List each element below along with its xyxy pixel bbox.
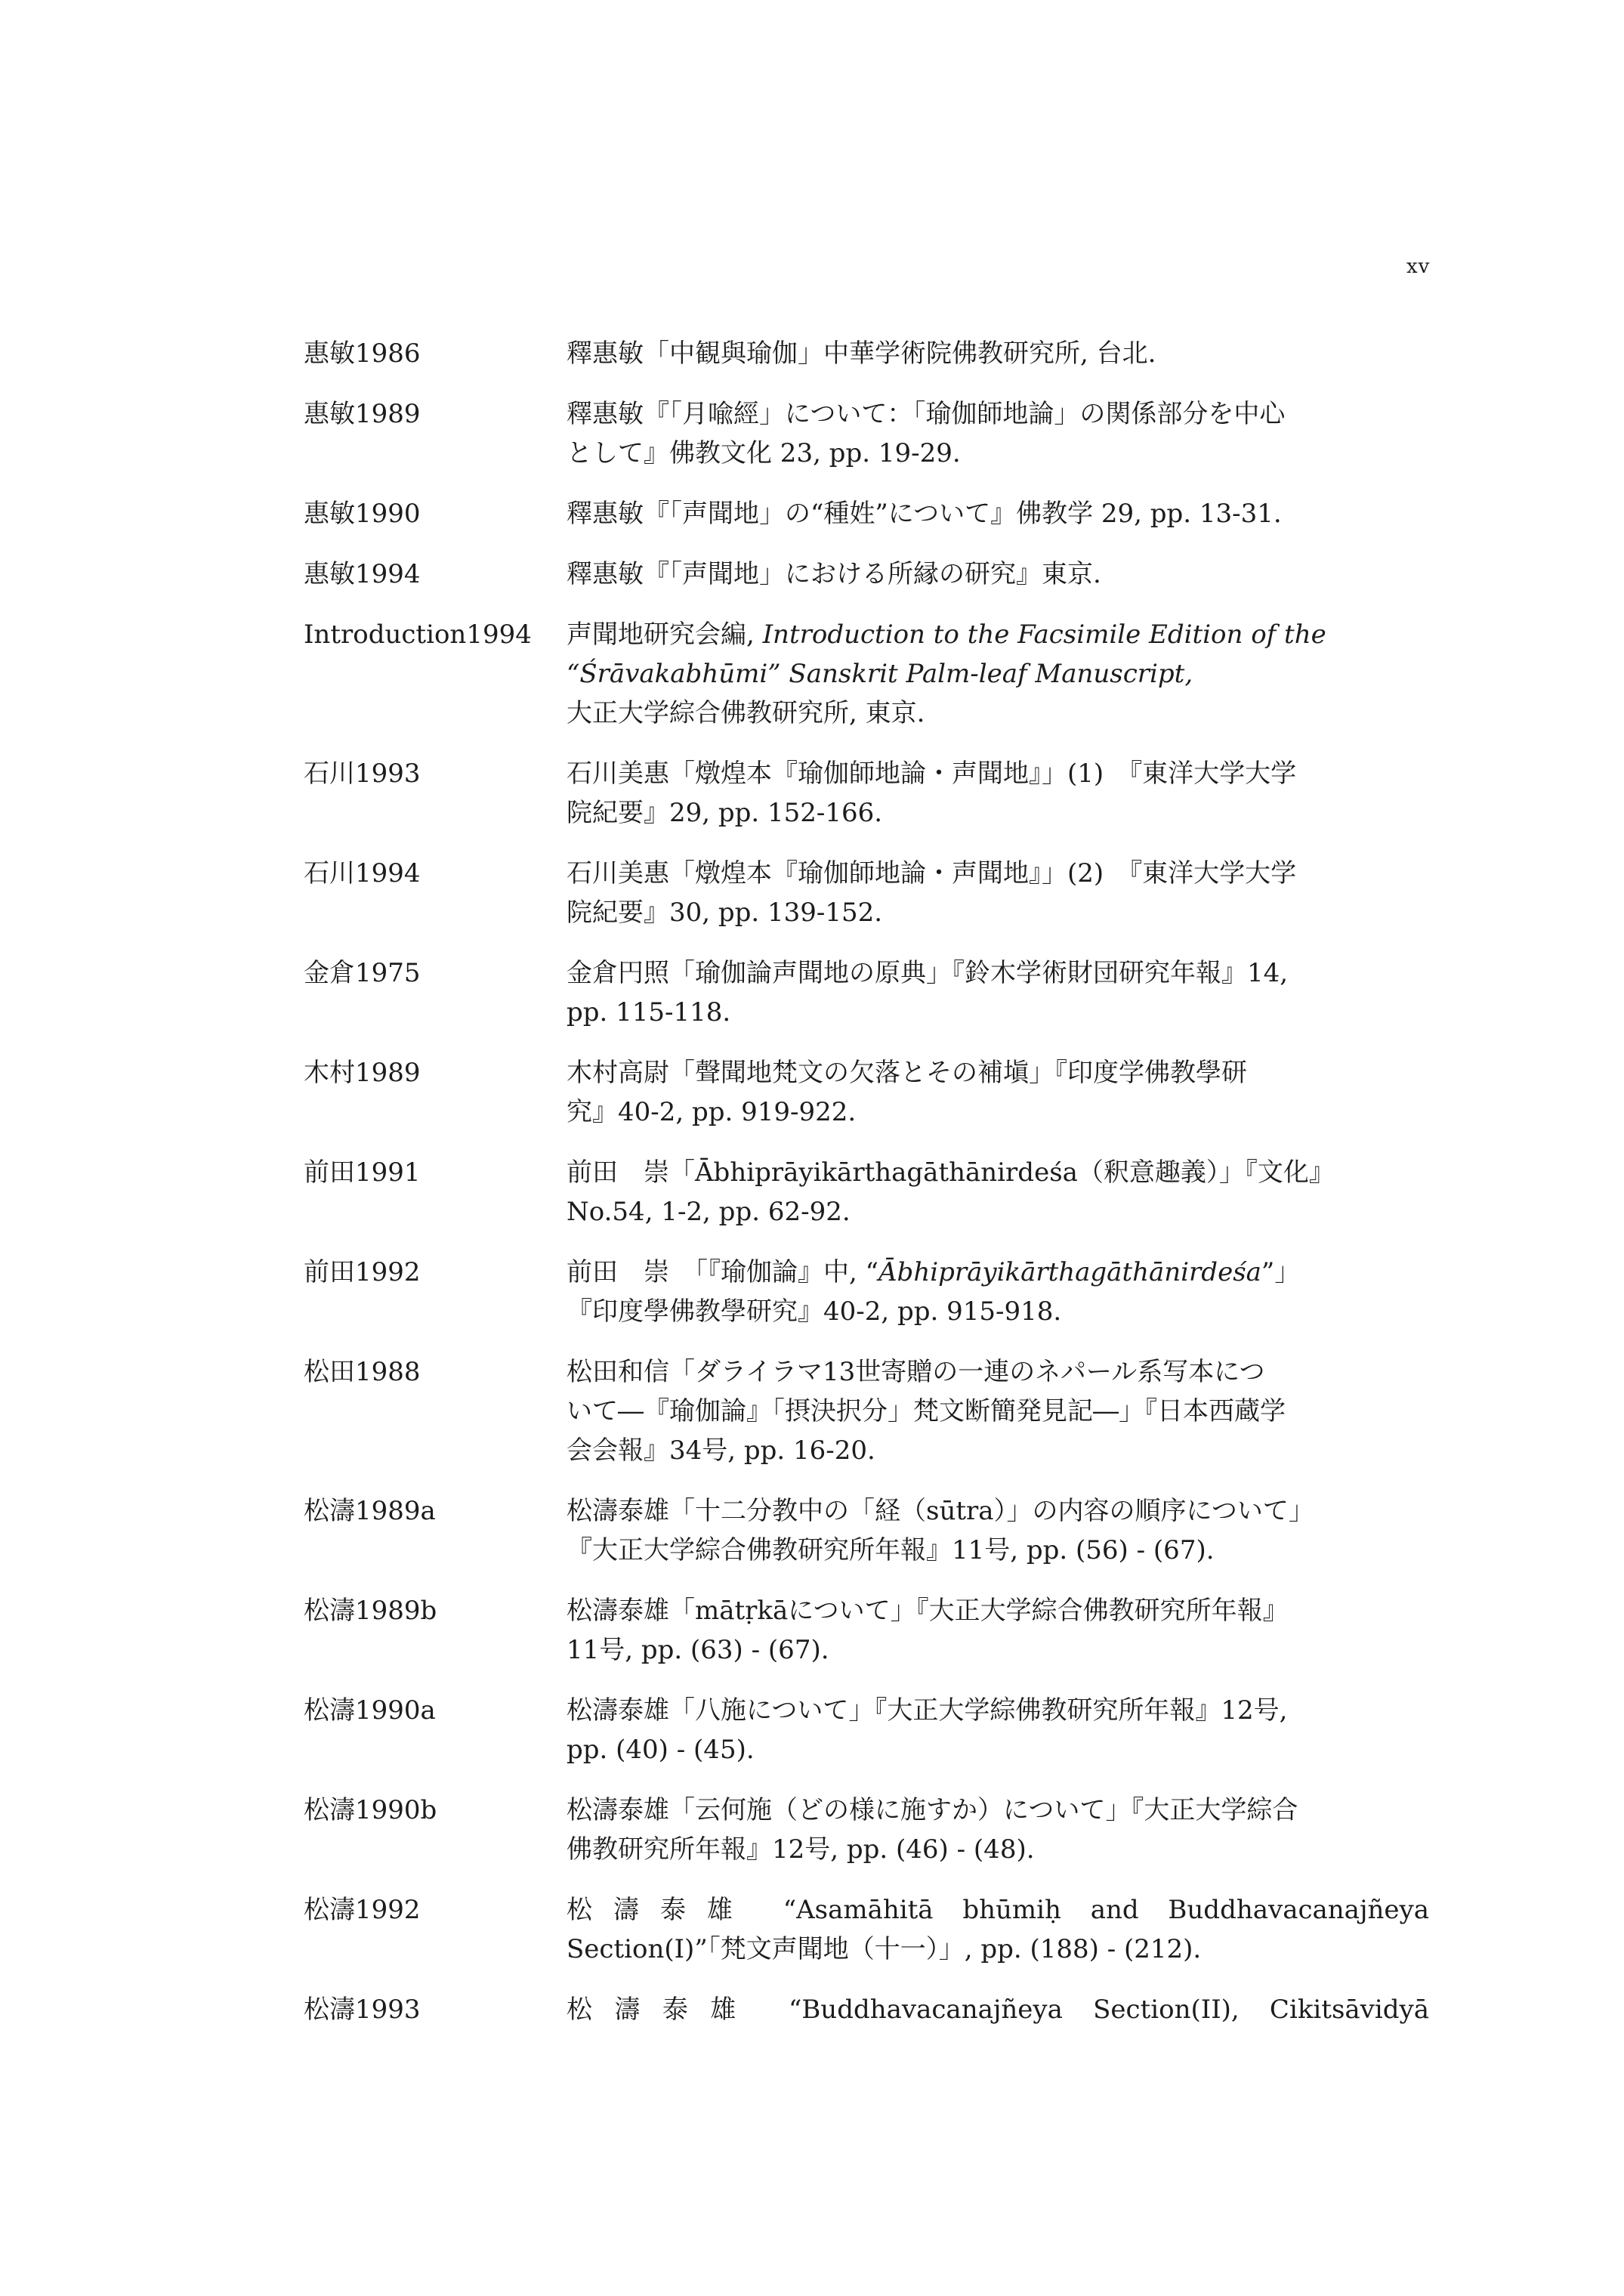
bib-text (567, 1153, 1429, 1231)
bib-line: 釋惠敏「中観與瑜伽」中華学術院佛教研究所, 台北. (567, 338, 1156, 369)
bib-entry (304, 494, 1429, 533)
bib-text (567, 854, 1429, 932)
bib-entry (304, 1990, 1429, 2029)
bib-line-prefix: 前田 崇 「『瑜伽論』中, “ (567, 1257, 878, 1287)
bib-line (567, 615, 1429, 654)
bib-line: 『大正大学綜合佛教研究所年報』11号, pp. (56) - (67). (567, 1535, 1215, 1565)
bib-line: として』佛教文化 23, pp. 19-29. (567, 438, 961, 468)
bib-title-italic: Introduction to the Facsimile Edition of the (762, 620, 1326, 650)
page-number: xv (1406, 255, 1431, 278)
bib-text (567, 1591, 1429, 1670)
bib-line: 院紀要』29, pp. 152-166. (567, 798, 883, 828)
bib-entry (304, 1253, 1429, 1331)
bib-text (567, 555, 1429, 594)
bib-line: 木村高尉「聲聞地梵文の欠落とその補塡」『印度学佛教學研 (567, 1058, 1247, 1088)
bib-line: 大正大学綜合佛教研究所, 東京. (567, 698, 925, 728)
bib-key: 松濤1989b (304, 1596, 437, 1626)
bib-text (567, 1491, 1429, 1570)
bib-key: 松濤1993 (304, 1995, 421, 2025)
bib-line: pp. (40) - (45). (567, 1735, 755, 1765)
bib-entry (304, 1791, 1429, 1869)
bib-text (567, 615, 1429, 733)
bib-line: No.54, 1-2, pp. 62-92. (567, 1197, 851, 1227)
bib-key: 惠敏1986 (304, 338, 421, 369)
bib-entry (304, 1491, 1429, 1570)
bib-line: いて―『瑜伽論』「摂決択分」梵文断簡発見記―」『日本西蔵学 (567, 1396, 1286, 1426)
bib-line: 松濤泰雄 “Buddhavacanajñeya Section(II), Cikitsāvidyā (567, 1995, 1429, 2025)
bib-text (567, 394, 1429, 473)
bib-entry (304, 1691, 1429, 1769)
bib-key: 松濤1990b (304, 1795, 437, 1825)
bib-line: 石川美惠「燉煌本『瑜伽師地論・声聞地』」(1) 『東洋大学大学 (567, 759, 1297, 789)
bib-title-italic: Ābhiprāyikārthagāthānirdeśa (878, 1257, 1261, 1287)
bib-entry (304, 615, 1429, 733)
bib-key: 松濤1989a (304, 1496, 436, 1526)
bib-text (567, 754, 1429, 833)
bib-entry (304, 754, 1429, 833)
bib-entry (304, 1591, 1429, 1670)
bib-text (567, 334, 1429, 373)
bib-entry (304, 1890, 1429, 1969)
bib-line: pp. 115-118. (567, 997, 731, 1027)
bib-key: 松田1988 (304, 1357, 421, 1387)
bib-text (567, 1352, 1429, 1470)
bib-line: 『印度學佛教學研究』40-2, pp. 915-918. (567, 1296, 1062, 1327)
bib-text (567, 1890, 1429, 1969)
bib-line: 前田 崇「Ābhiprāyikārthagāthānirdeśa（釈意趣義）」『文化』 (567, 1157, 1335, 1188)
bib-key: 金倉1975 (304, 958, 421, 988)
bib-line: 究』40-2, pp. 919-922. (567, 1097, 857, 1127)
bib-line: 佛教研究所年報』12号, pp. (46) - (48). (567, 1834, 1035, 1865)
bib-line: 11号, pp. (63) - (67). (567, 1635, 829, 1665)
bib-key: 松濤1990a (304, 1695, 436, 1726)
bib-line-prefix: 声聞地研究会編, (567, 620, 763, 650)
bib-title-italic: “Śrāvakabhūmi” Sanskrit Palm-leaf Manuscript, (567, 659, 1193, 689)
bib-line: 釋惠敏『「声聞地」の“種姓”について』佛教学 29, pp. 13-31. (567, 499, 1282, 529)
bib-line: 松田和信「ダライラマ13世寄贈の一連のネパール系写本につ (567, 1357, 1265, 1387)
bib-entry (304, 394, 1429, 473)
bib-line (567, 1253, 1429, 1292)
bib-entry (304, 334, 1429, 373)
bib-line: 石川美惠「燉煌本『瑜伽師地論・声聞地』」(2) 『東洋大学大学 (567, 858, 1297, 888)
bib-text (567, 1691, 1429, 1769)
bib-line: 松濤泰雄「mātṛkāについて」『大正大学綜合佛教研究所年報』 (567, 1596, 1289, 1626)
bib-line: 松濤泰雄 “Asamāhitā bhūmiḥ and Buddhavacanajñeya (567, 1895, 1429, 1925)
bib-text (567, 1791, 1429, 1869)
bib-line: 松濤泰雄「十二分教中の「経（sūtra）」の内容の順序について」 (567, 1496, 1314, 1526)
bibliography-list (304, 334, 1429, 2029)
bib-entry (304, 854, 1429, 932)
bib-entry (304, 1153, 1429, 1231)
bib-key: 松濤1992 (304, 1895, 421, 1925)
bib-key: 石川1994 (304, 858, 421, 888)
bib-text (567, 1990, 1429, 2029)
bib-key: 惠敏1990 (304, 499, 421, 529)
bib-line-suffix: ”」 (1261, 1257, 1301, 1287)
bib-entry (304, 555, 1429, 594)
bib-line: 松濤泰雄「云何施（どの様に施すか）について」『大正大学綜合 (567, 1795, 1298, 1825)
bib-entry (304, 1053, 1429, 1132)
bib-key: 惠敏1994 (304, 559, 421, 589)
bib-key: 木村1989 (304, 1058, 421, 1088)
bib-key: 石川1993 (304, 759, 421, 789)
bib-line: 釋惠敏『「月喩經」について：「瑜伽師地論」の関係部分を中心 (567, 399, 1286, 429)
bib-line: 松濤泰雄「八施について」『大正大学綜佛教研究所年報』12号, (567, 1695, 1288, 1726)
bib-text (567, 1253, 1429, 1331)
bib-key: 惠敏1989 (304, 399, 421, 429)
bib-key: 前田1992 (304, 1257, 421, 1287)
bib-key: Introduction1994 (304, 620, 532, 650)
bib-text (567, 953, 1429, 1032)
bib-line: Section(I)”「梵文声聞地（十一）」, pp. (188) - (212). (567, 1934, 1202, 1964)
bib-line: 院紀要』30, pp. 139-152. (567, 898, 883, 928)
bib-text (567, 494, 1429, 533)
bib-entry (304, 1352, 1429, 1470)
bib-line: 金倉円照「瑜伽論声聞地の原典」『鈴木学術財団研究年報』14, (567, 958, 1289, 988)
bib-entry (304, 953, 1429, 1032)
bib-line: 会会報』34号, pp. 16-20. (567, 1435, 875, 1466)
bib-line: 釋惠敏『「声聞地」における所縁の研究』東京. (567, 559, 1101, 589)
bib-key: 前田1991 (304, 1157, 421, 1188)
bib-text (567, 1053, 1429, 1132)
